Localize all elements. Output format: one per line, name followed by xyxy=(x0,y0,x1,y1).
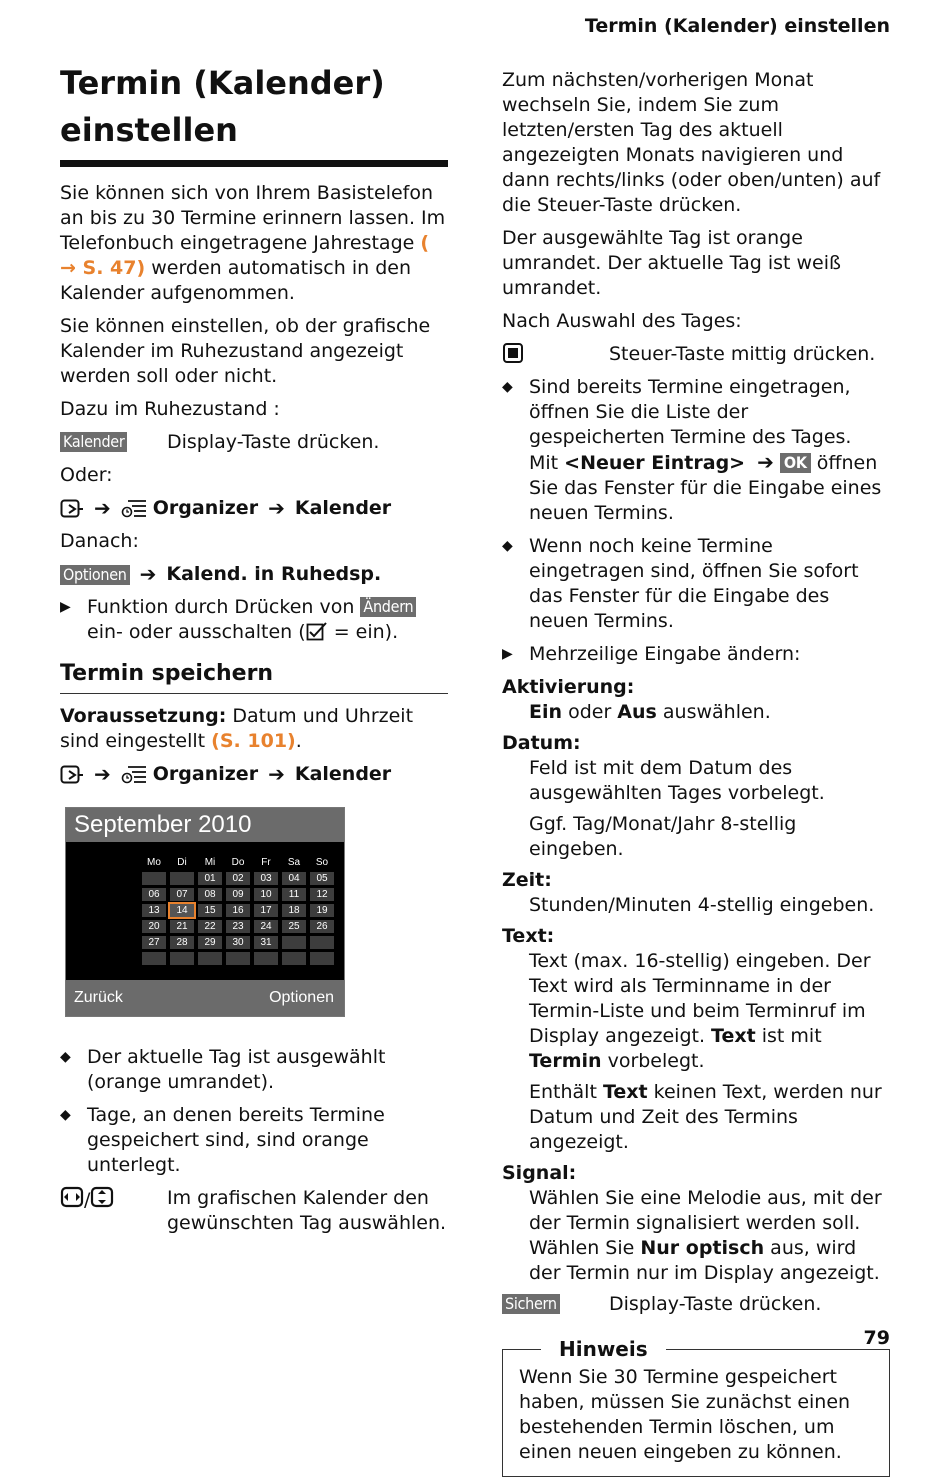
calendar-screen xyxy=(65,807,345,1017)
calendar-weekday: So xyxy=(315,857,329,868)
signal-term: Signal: xyxy=(502,1162,577,1184)
options-softkey[interactable]: Optionen xyxy=(269,989,334,1006)
calendar-day[interactable]: 22 xyxy=(198,920,222,933)
checkbox-checked-icon xyxy=(306,621,328,643)
calendar-empty-cell xyxy=(310,936,334,949)
calendar-grid xyxy=(142,856,334,965)
calendar-day[interactable]: 19 xyxy=(310,904,334,917)
page-reference[interactable]: ( → S. 47) xyxy=(60,232,430,279)
kalender-key-desc: Display-Taste drücken. xyxy=(167,431,380,453)
calendar-empty-cell xyxy=(198,952,222,965)
calendar-day[interactable]: 29 xyxy=(198,936,222,949)
intro-paragraph-1: Sie können sich von Ihrem Basistelefon an bis zu 30 Termine erinnern lassen. Im Telefonbuch eingetragene Jahrestage ( → S. 47) werden automatisch in den Kalender aufgenommen. xyxy=(60,182,446,304)
organizer-icon xyxy=(121,764,147,786)
danach-label: Danach: xyxy=(60,530,139,552)
multiline-edit-label: ▶ Mehrzeilige Eingabe ändern: xyxy=(502,643,801,665)
bullet-no-entries: ◆ Wenn noch keine Termine eingetragen sind, öffnen Sie sofort das Fenster für die Eingabe des neuen Termins. xyxy=(502,535,859,632)
text-term: Text: xyxy=(502,925,555,947)
diamond-bullet-icon: ◆ xyxy=(60,1107,71,1123)
aktivierung-desc: Ein oder Aus auswählen. xyxy=(529,701,771,723)
arrow-icon: ➔ xyxy=(94,496,111,520)
calendar-day[interactable]: 12 xyxy=(310,888,334,901)
kalend-ruhedsp-option[interactable]: Kalend. in Ruhedsp. xyxy=(166,563,382,585)
calendar-day[interactable]: 28 xyxy=(170,936,194,949)
prerequisite: Voraussetzung: Datum und Uhrzeit sind eingestellt (S. 101). xyxy=(60,705,414,752)
hint-title: Hinweis xyxy=(541,1336,666,1362)
diamond-bullet-icon: ◆ xyxy=(60,1049,71,1065)
hint-text: Wenn Sie 30 Termine gespeichert haben, müssen Sie zunächst einen bestehenden Termin löschen, um einen neuen eingeben zu können. xyxy=(519,1366,851,1463)
center-key-desc: Steuer-Taste mittig drücken. xyxy=(609,343,876,365)
back-softkey[interactable]: Zurück xyxy=(74,989,123,1006)
sichern-key-row xyxy=(502,1292,890,1317)
datum-term: Datum: xyxy=(502,732,581,754)
calendar-weekday: Mo xyxy=(147,857,161,868)
nav-kalender[interactable]: Kalender xyxy=(294,763,392,785)
arrow-icon: ➔ xyxy=(268,762,285,786)
section-title: Termin speichern xyxy=(60,659,448,694)
toggle-instruction: ▶ Funktion durch Drücken von Ändern ein- oder ausschalten ( = ein). xyxy=(60,595,448,645)
arrow-icon: ➔ xyxy=(757,450,774,474)
kalender-softkey[interactable]: Kalender xyxy=(60,432,127,452)
calendar-day[interactable]: 02 xyxy=(226,872,250,885)
aktivierung-term: Aktivierung: xyxy=(502,676,635,698)
organizer-icon xyxy=(121,498,147,520)
nav-key-separator: / xyxy=(84,1189,91,1211)
menu-path xyxy=(60,496,448,521)
calendar-day[interactable]: 13 xyxy=(142,904,166,917)
triangle-bullet-icon: ▶ xyxy=(502,646,513,662)
sichern-key-desc: Display-Taste drücken. xyxy=(609,1293,822,1315)
calendar-empty-cell xyxy=(310,952,334,965)
calendar-day[interactable]: 08 xyxy=(198,888,222,901)
calendar-day[interactable]: 20 xyxy=(142,920,166,933)
nav-key-desc: Im grafischen Kalender den gewünschten Tag auswählen. xyxy=(167,1187,447,1234)
menu-key-icon[interactable] xyxy=(60,765,84,785)
text-desc-1: Text (max. 16-stellig) eingeben. Der Text wird als Terminname in der Termin-Liste und beim Terminruf im Display angezeigt. Text ist mit Termin vorbelegt. xyxy=(529,950,871,1072)
calendar-day[interactable]: 11 xyxy=(282,888,306,901)
menu-key-icon[interactable] xyxy=(60,499,84,519)
calendar-day[interactable]: 18 xyxy=(282,904,306,917)
calendar-day[interactable]: 09 xyxy=(226,888,250,901)
bullet-existing-entries: ◆ Sind bereits Termine eingetragen, öffnen Sie die Liste der gespeicherten Termine des Tages. Mit <Neuer Eintrag> ➔ OK öffnen Sie das Fenster für die Eingabe eines neuen Termins. xyxy=(502,376,882,524)
arrow-icon: ➔ xyxy=(139,562,157,586)
calendar-day[interactable]: 31 xyxy=(254,936,278,949)
arrow-icon: ➔ xyxy=(268,496,285,520)
calendar-empty-cell xyxy=(282,936,306,949)
calendar-day[interactable]: 03 xyxy=(254,872,278,885)
triangle-bullet-icon: ▶ xyxy=(60,599,71,615)
calendar-empty-cell xyxy=(170,872,194,885)
optionen-path xyxy=(60,562,448,587)
page-number: 79 xyxy=(863,1327,890,1349)
page-reference[interactable]: (S. 101) xyxy=(211,730,296,752)
diamond-bullet-icon: ◆ xyxy=(502,538,513,554)
center-key-icon[interactable] xyxy=(502,343,524,365)
calendar-empty-cell xyxy=(254,952,278,965)
signal-desc: Wählen Sie eine Melodie aus, mit der der Termin signalisiert werden soll. Wählen Sie Nur optisch aus, wird der Termin nur im Display angezeigt. xyxy=(529,1187,882,1284)
calendar-day[interactable]: 10 xyxy=(254,888,278,901)
text-desc-2: Enthält Text keinen Text, werden nur Datum und Zeit des Termins angezeigt. xyxy=(529,1081,882,1153)
calendar-empty-cell xyxy=(142,952,166,965)
new-entry-option[interactable]: <Neuer Eintrag> xyxy=(564,452,746,474)
calendar-weekday: Di xyxy=(177,857,187,868)
arrow-icon: ➔ xyxy=(94,762,111,786)
calendar-empty-cell xyxy=(226,952,250,965)
running-head: Termin (Kalender) einstellen xyxy=(584,15,890,37)
calendar-empty-cell xyxy=(170,952,194,965)
month-switch-paragraph: Zum nächsten/vorherigen Monat wechseln Sie, indem Sie zum letzten/ersten Tag des aktuell angezeigten Monats navigieren und dann rechts/links (oder oben/unten) auf die Steuer-Taste drücken. xyxy=(502,69,881,216)
calendar-day[interactable]: 26 xyxy=(310,920,334,933)
after-selection-label: Nach Auswahl des Tages: xyxy=(502,310,742,332)
screen-softkeys xyxy=(66,980,344,1016)
aendern-softkey[interactable]: Ändern xyxy=(360,597,416,617)
nav-left-right-icon[interactable] xyxy=(60,1186,84,1215)
kalender-key-row xyxy=(60,430,448,455)
calendar-weekday: Do xyxy=(231,857,245,868)
sichern-softkey[interactable]: Sichern xyxy=(502,1294,560,1314)
nav-key-row xyxy=(60,1186,448,1236)
calendar-day-today[interactable]: 14 xyxy=(170,904,194,917)
nav-organizer[interactable]: Organizer xyxy=(152,497,259,519)
calendar-day[interactable]: 17 xyxy=(254,904,278,917)
calendar-day[interactable]: 04 xyxy=(282,872,306,885)
calendar-day[interactable]: 30 xyxy=(226,936,250,949)
calendar-day[interactable]: 23 xyxy=(226,920,250,933)
zeit-term: Zeit: xyxy=(502,869,552,891)
bullet-saved-days: ◆ Tage, an denen bereits Termine gespeichert sind, sind orange unterlegt. xyxy=(60,1104,385,1176)
calendar-empty-cell xyxy=(142,872,166,885)
calendar-day[interactable]: 06 xyxy=(142,888,166,901)
datum-desc-1: Feld ist mit dem Datum des ausgewählten Tages vorbelegt. xyxy=(529,757,825,804)
datum-desc-2: Ggf. Tag/Monat/Jahr 8-stellig eingeben. xyxy=(529,813,797,860)
calendar-weekday: Sa xyxy=(287,857,301,868)
calendar-day[interactable]: 15 xyxy=(198,904,222,917)
calendar-day[interactable]: 24 xyxy=(254,920,278,933)
center-key-row xyxy=(502,342,890,367)
ok-softkey[interactable]: OK xyxy=(780,453,811,473)
selected-day-paragraph: Der ausgewählte Tag ist orange umrandet. Der aktuelle Tag ist weiß umrandet. xyxy=(502,227,841,299)
page-title: Termin (Kalender) einstellen xyxy=(60,60,448,167)
nav-organizer[interactable]: Organizer xyxy=(152,763,259,785)
calendar-day[interactable]: 16 xyxy=(226,904,250,917)
calendar-day[interactable]: 27 xyxy=(142,936,166,949)
nav-kalender[interactable]: Kalender xyxy=(294,497,392,519)
calendar-empty-cell xyxy=(282,952,306,965)
calendar-day[interactable]: 01 xyxy=(198,872,222,885)
bullet-current-day: ◆ Der aktuelle Tag ist ausgewählt (orange umrandet). xyxy=(60,1046,386,1093)
right-column xyxy=(502,68,890,1477)
calendar-weekday: Mi xyxy=(204,857,216,868)
idle-label: Dazu im Ruhezustand : xyxy=(60,398,280,420)
calendar-weekday: Fr xyxy=(261,857,271,868)
calendar-day[interactable]: 07 xyxy=(170,888,194,901)
intro-paragraph-2: Sie können einstellen, ob der grafische Kalender im Ruhezustand angezeigt werden soll oder nicht. xyxy=(60,315,431,387)
diamond-bullet-icon: ◆ xyxy=(502,379,513,395)
calendar-day[interactable]: 05 xyxy=(310,872,334,885)
calendar-day[interactable]: 25 xyxy=(282,920,306,933)
calendar-day[interactable]: 21 xyxy=(170,920,194,933)
left-column xyxy=(60,60,448,1244)
nav-up-down-icon[interactable] xyxy=(90,1186,114,1215)
optionen-softkey[interactable]: Optionen xyxy=(60,565,130,585)
oder-label: Oder: xyxy=(60,464,113,486)
zeit-desc: Stunden/Minuten 4-stellig eingeben. xyxy=(529,894,875,916)
calendar-month-title: September 2010 xyxy=(66,808,344,842)
menu-path-2 xyxy=(60,762,448,787)
